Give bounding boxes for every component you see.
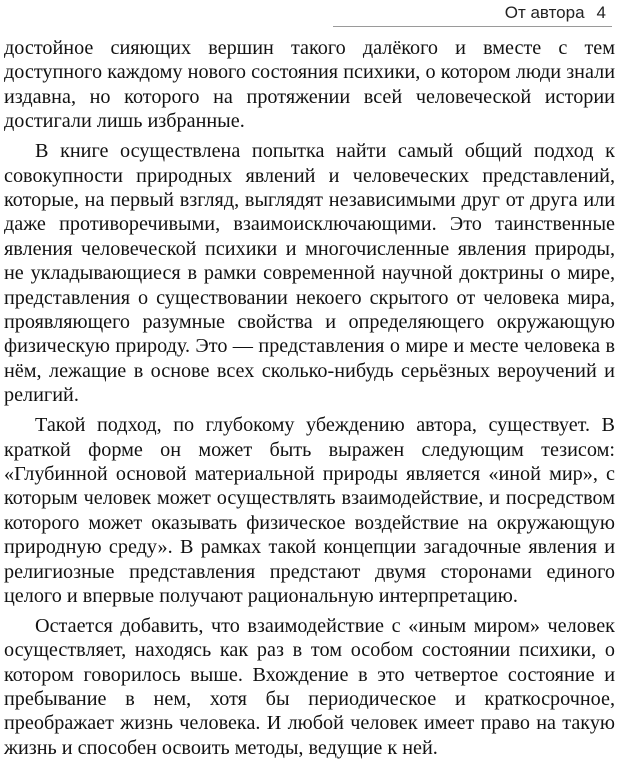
- paragraph-continued: достойное сияющих вершин такого далёкого и вместе с тем доступного каждому нового состояния психики, о котором люди знали издавна, но которого на протяжении всей человеческой истории достигали лишь избранные.: [4, 37, 615, 133]
- header-text: [505, 3, 606, 23]
- running-header: [0, 0, 620, 26]
- page-body: [4, 36, 615, 766]
- paragraph: Остается добавить, что взаимодействие с «иным миром» человек осуществляет, находясь как раз в том особом состоянии психики, о котором говорилось выше. Вхождение в это четвертое состояние и пребывание в нем, хотя бы периодическое и краткосрочное, преображает жизнь человека. И любой человек имеет право на такую жизнь и способен освоить методы, ведущие к ней.: [4, 614, 615, 759]
- header-rule: [333, 26, 612, 27]
- page-number: 4: [596, 3, 606, 22]
- paragraph: Такой подход, по глубокому убеждению автора, существует. В краткой форме он может быть выражен следующим тезисом: «Глубинной основой материальной природы является «иной мир», с которым человек может осуществлять взаимодействие, и посредством которого может оказывать физическое воздействие на окружающую природную среду». В рамках такой концепции загадочные явления и религиозные представления предстают двумя сторонами единого целого и впервые получают рациональную интерпретацию.: [4, 414, 615, 607]
- section-title: От автора: [504, 3, 585, 22]
- paragraph: В книге осуществлена попытка найти самый общий подход к совокупности природных явлений и человеческих представлений, которые, на первый взгляд, выглядят независимыми друг от друга или даже противоречивыми, взаимоисключающими. Это таинственные явления человеческой психики и многочисленные явления природы, не укладывающиеся в рамки современной научной доктрины о мире, представления о существовании некоего скрытого от человека мира, проявляющего разумные свойства и определяющего окружающую физическую природу. Это — представления о мире и месте человека в нём, лежащие в основе всех сколько-нибудь серьёзных вероучений и религий.: [4, 140, 615, 407]
